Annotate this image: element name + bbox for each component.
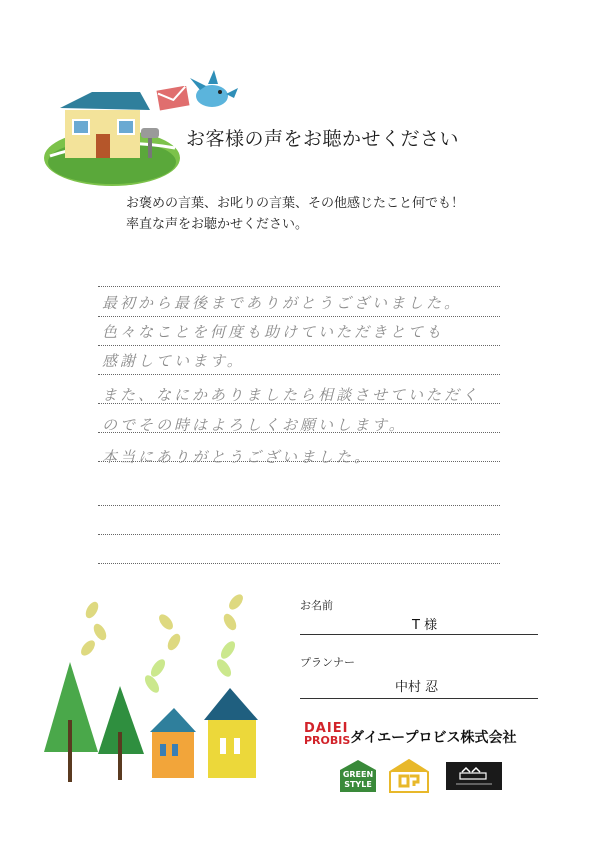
ruled-line	[98, 534, 500, 535]
name-underline	[300, 634, 538, 635]
ruled-line	[98, 316, 500, 317]
message-line-1: 最初から最後までありがとうございました。	[102, 294, 463, 312]
envelope-icon	[156, 86, 192, 112]
ruled-line	[98, 563, 500, 564]
page-title: お客様の声をお聴かせください	[186, 128, 460, 150]
trees-and-houses-illustration	[40, 592, 275, 792]
message-line-5: のでその時はよろしくお願いします。	[102, 416, 407, 434]
ruled-line	[98, 505, 500, 506]
green-badge-text-1: GREEN	[342, 770, 374, 779]
yellow-house-badge-icon	[388, 758, 430, 794]
bird-icon	[190, 68, 242, 112]
company-name: ダイエープロビス株式会社	[350, 730, 517, 746]
company-logo	[304, 721, 351, 747]
green-badge-text-2: STYLE	[344, 780, 372, 789]
dark-brand-badge-icon	[446, 762, 502, 790]
message-line-4: また、なにかありましたら相談させていただく	[102, 386, 481, 404]
planner-underline	[300, 698, 538, 699]
planner-value: 中村 忍	[395, 680, 439, 695]
message-line-3: 感謝しています。	[102, 352, 245, 370]
planner-label: プランナー	[300, 656, 355, 669]
ruled-line	[98, 286, 500, 287]
green-style-badge	[338, 758, 378, 792]
name-value: T 様	[412, 618, 438, 633]
intro-line-1: お褒めの言葉、お叱りの言葉、その他感じたこと何でも！	[126, 196, 465, 211]
logo-bottom-text: PROBIS	[304, 734, 351, 747]
ruled-line	[98, 345, 500, 346]
name-label: お名前	[300, 599, 333, 612]
message-line-2: 色々なことを何度も助けていただきとても	[102, 323, 445, 341]
message-line-6: 本当にありがとうございました。	[102, 448, 373, 466]
ruled-line	[98, 374, 500, 375]
intro-line-2: 率直な声をお聴かせください。	[126, 217, 309, 232]
logo-top-text: DAIEI	[304, 721, 349, 736]
